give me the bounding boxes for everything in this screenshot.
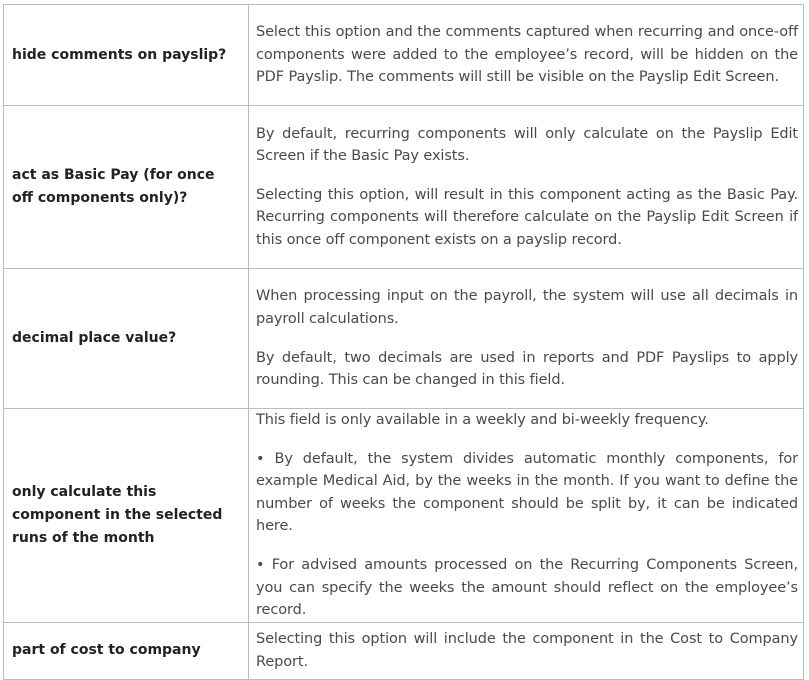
table-row bbox=[4, 409, 804, 623]
setting-description bbox=[249, 269, 804, 409]
description-paragraph: By default, two decimals are used in reports and PDF Payslips to apply rounding. This can be changed in this field. bbox=[256, 349, 798, 389]
description-paragraph: • By default, the system divides automatic monthly components, for example Medical Aid, by the weeks in the month. If you want to define the number of weeks the component should be split by, it can be indicated here. bbox=[256, 450, 798, 535]
table-row bbox=[4, 622, 804, 679]
setting-label: act as Basic Pay (for once off components only)? bbox=[4, 106, 249, 269]
setting-description bbox=[249, 622, 804, 679]
table-row bbox=[4, 5, 804, 106]
setting-label: only calculate this component in the selected runs of the month bbox=[4, 409, 249, 623]
description-paragraph: When processing input on the payroll, the system will use all decimals in payroll calculations. bbox=[256, 288, 798, 327]
table-row bbox=[4, 269, 804, 409]
setting-description bbox=[249, 409, 804, 623]
description-paragraph: Select this option and the comments captured when recurring and once-off components were added to the employee’s record, will be hidden on the PDF Payslip. The comments will still be visible on the Payslip Edit Screen. bbox=[256, 24, 798, 86]
description-paragraph: This field is only available in a weekly and bi-weekly frequency. bbox=[256, 412, 709, 428]
description-paragraph: Selecting this option, will result in this component acting as the Basic Pay. Recurring components will therefore calculate on the Payslip Edit Screen if this once off component exists on a payslip record. bbox=[256, 186, 798, 248]
setting-description bbox=[249, 5, 804, 106]
description-paragraph: • For advised amounts processed on the Recurring Components Screen, you can specify the weeks the amount should reflect on the employee’s record. bbox=[256, 556, 798, 619]
setting-description bbox=[249, 106, 804, 269]
setting-label: hide comments on payslip? bbox=[4, 5, 249, 106]
table-row bbox=[4, 106, 804, 269]
setting-label: decimal place value? bbox=[4, 269, 249, 409]
settings-description-table bbox=[3, 4, 804, 680]
description-paragraph: By default, recurring components will only calculate on the Payslip Edit Screen if the Basic Pay exists. bbox=[256, 125, 798, 165]
description-paragraph: Selecting this option will include the component in the Cost to Company Report. bbox=[256, 631, 798, 670]
setting-label: part of cost to company bbox=[4, 622, 249, 679]
